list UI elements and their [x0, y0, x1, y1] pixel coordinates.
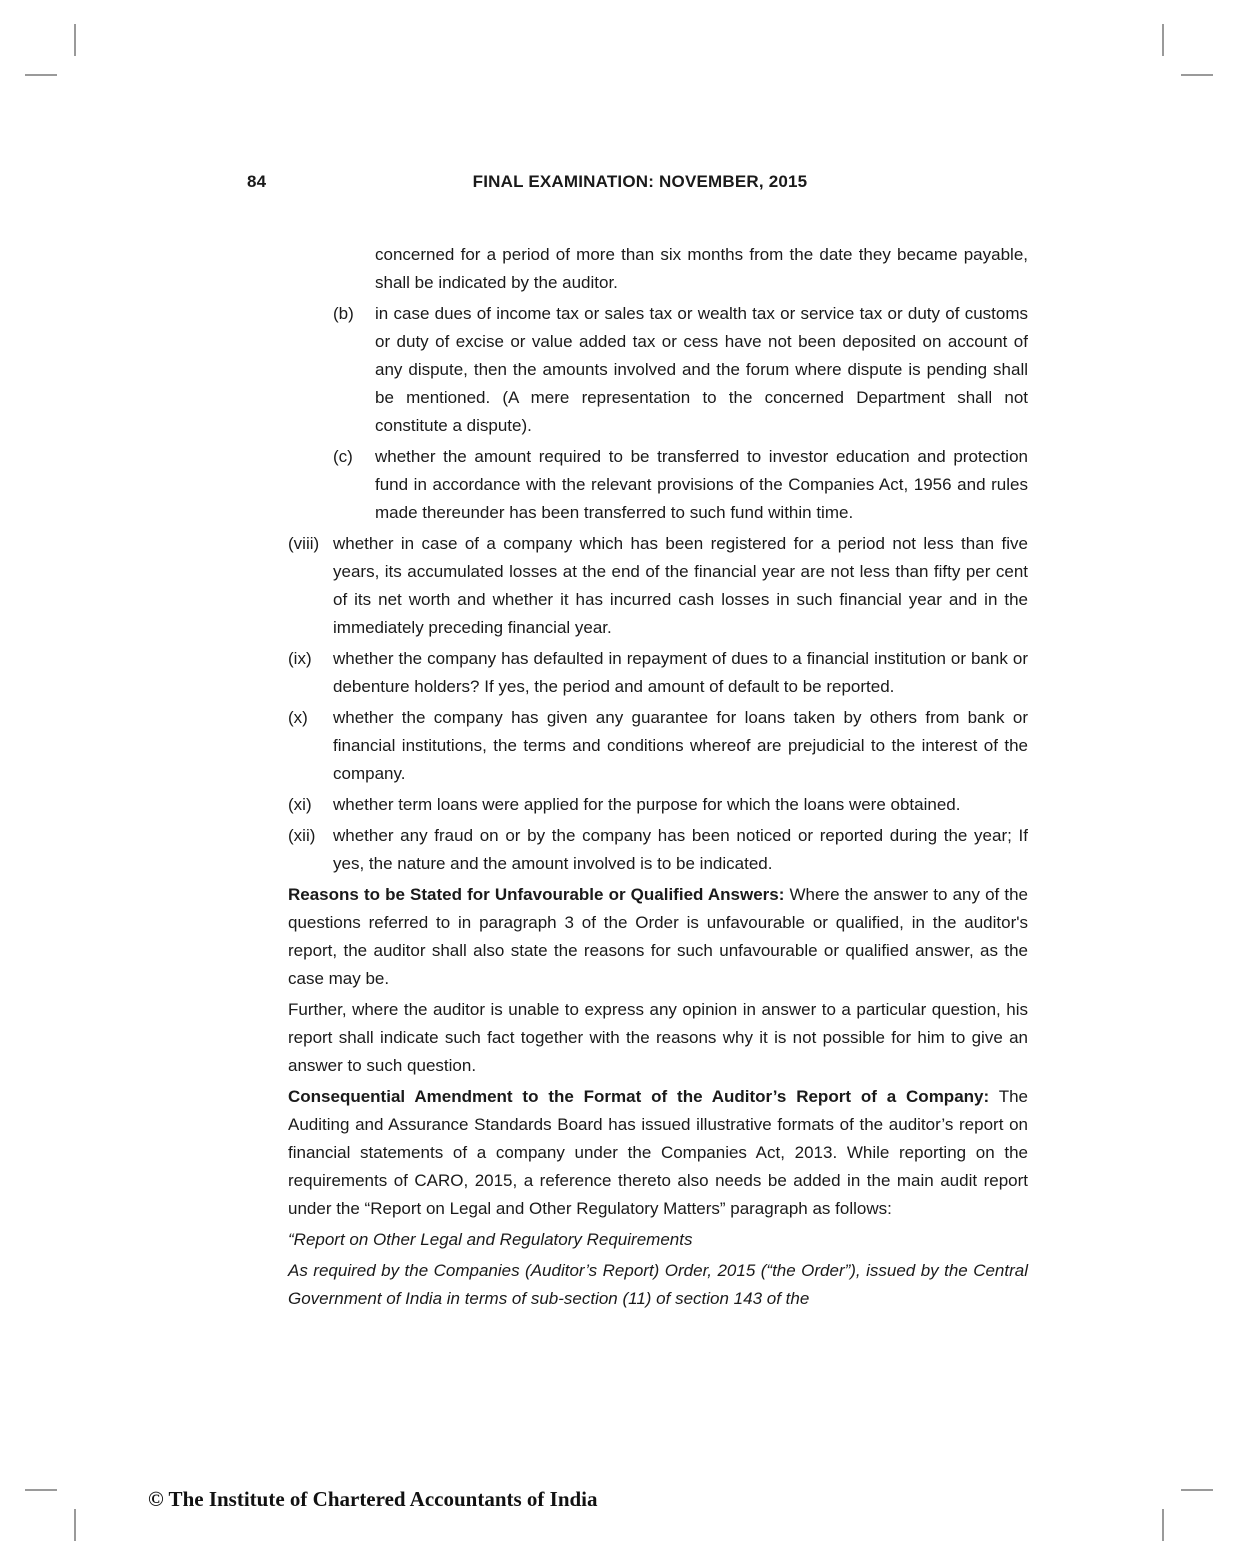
- list-marker: (xi): [288, 795, 312, 814]
- paragraph-text: Further, where the auditor is unable to express any opinion in answer to a particular question, his report shall indicate such fact together with the reasons why it is not possible for him to give an answer to such question.: [288, 1000, 1028, 1075]
- italic-paragraph-as-required: As required by the Companies (Auditor’s Report) Order, 2015 (“the Order”), issued by the Central Government of India in terms of sub-section (11) of section 143 of the: [288, 1261, 1028, 1308]
- list-item-x: [288, 704, 1028, 788]
- crop-mark-top-left-vertical: [74, 24, 76, 56]
- list-item-viii: [288, 530, 1028, 642]
- crop-mark-top-left-horizontal: [25, 74, 57, 76]
- list-marker: (viii): [288, 534, 320, 553]
- list-marker: (b): [333, 304, 354, 323]
- list-item-b: [288, 300, 1028, 440]
- list-item-text: in case dues of income tax or sales tax or wealth tax or service tax or duty of customs or duty of excise or value added tax or cess have not been deposited on account of any dispute, then the amounts involved and the forum where dispute is pending shall be mentioned. (A mere representation to the concerned Department shall not constitute a dispute).: [375, 304, 1028, 435]
- list-item-text: whether term loans were applied for the purpose for which the loans were obtained.: [333, 795, 961, 814]
- crop-mark-bottom-left-horizontal: [25, 1489, 57, 1491]
- list-item-xii: [288, 822, 1028, 878]
- list-item-xi: [288, 791, 1028, 819]
- italic-paragraph-report-heading: “Report on Other Legal and Regulatory Requirements: [288, 1230, 693, 1249]
- list-item-text: whether the company has defaulted in repayment of dues to a financial institution or bank or debenture holders? If yes, the period and amount of default to be reported.: [333, 649, 1028, 696]
- list-marker: (x): [288, 708, 308, 727]
- continuation-paragraph: concerned for a period of more than six months from the date they became payable, shall be indicated by the auditor.: [375, 245, 1028, 292]
- paragraph-consequential-amendment: [288, 1083, 1028, 1223]
- crop-mark-bottom-right-horizontal: [1181, 1489, 1213, 1491]
- paragraph-text: The Auditing and Assurance Standards Board has issued illustrative formats of the auditor’s report on financial statements of a company under the Companies Act, 2013. While reporting on the requirements of CARO, 2015, a reference thereto also needs be added in the main audit report under the “Report on Legal and Other Regulatory Matters” paragraph as follows:: [288, 1087, 1028, 1218]
- list-item-text: whether any fraud on or by the company has been noticed or reported during the year; If yes, the nature and the amount involved is to be indicated.: [333, 826, 1028, 873]
- list-marker: (xii): [288, 826, 316, 845]
- paragraph-further: [288, 996, 1028, 1080]
- paragraph-reasons-to-be-stated: [288, 881, 1028, 993]
- running-header-title: FINAL EXAMINATION: NOVEMBER, 2015: [472, 172, 808, 191]
- crop-mark-top-right-horizontal: [1181, 74, 1213, 76]
- list-item-text: whether the company has given any guarantee for loans taken by others from bank or financial institutions, the terms and conditions whereof are prejudicial to the interest of the company.: [333, 708, 1028, 783]
- document-body: [288, 241, 1028, 1316]
- list-item-ix: [288, 645, 1028, 701]
- crop-mark-bottom-right-vertical: [1162, 1509, 1164, 1541]
- paragraph-bold-lead: Consequential Amendment to the Format of the Auditor’s Report of a Company:: [288, 1087, 990, 1106]
- crop-mark-bottom-left-vertical: [74, 1509, 76, 1541]
- crop-mark-top-right-vertical: [1162, 24, 1164, 56]
- list-item-text: whether the amount required to be transferred to investor education and protection fund in accordance with the relevant provisions of the Companies Act, 1956 and rules made thereunder has been transferred to such fund within time.: [375, 447, 1028, 522]
- list-item-text: whether in case of a company which has been registered for a period not less than five years, its accumulated losses at the end of the financial year are not less than fifty per cent of its net worth and whether it has incurred cash losses in such financial year and in the immediately preceding financial year.: [333, 534, 1028, 637]
- list-marker: (ix): [288, 649, 312, 668]
- list-marker: (c): [333, 447, 353, 466]
- list-item-c: [288, 443, 1028, 527]
- copyright-footer: © The Institute of Chartered Accountants of India: [148, 1487, 598, 1511]
- page-number: 84: [247, 172, 267, 191]
- paragraph-text: Where the answer to any of the questions referred to in paragraph 3 of the Order is unfavourable or qualified, in the auditor's report, the auditor shall also state the reasons for such unfavourable or qualified answer, as the case may be.: [288, 885, 1028, 988]
- paragraph-bold-lead: Reasons to be Stated for Unfavourable or Qualified Answers:: [288, 885, 785, 904]
